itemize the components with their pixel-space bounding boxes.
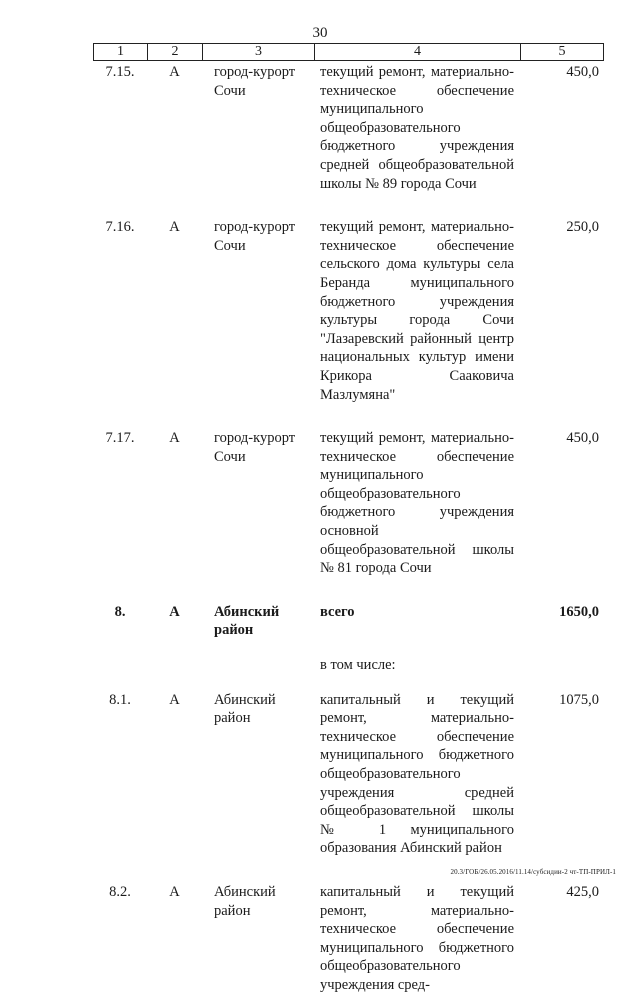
row-description: текущий ремонт, материально-техническое обеспечение муниципального общеобразовательного бюджетного учреждения средней общеобразовательной школы № 89 города Сочи xyxy=(320,64,514,192)
row-category: А xyxy=(169,64,180,80)
page-number: 30 xyxy=(312,25,328,41)
row-category: А xyxy=(169,691,180,708)
row-category: А xyxy=(169,219,180,236)
row-amount: 450,0 xyxy=(566,430,599,447)
row-category: А xyxy=(169,430,180,447)
column-header-2: 2 xyxy=(148,44,203,61)
column-header-row xyxy=(93,43,604,61)
table-row xyxy=(93,691,603,858)
row-category: А xyxy=(169,603,180,620)
row-amount: 1075,0 xyxy=(559,691,599,708)
column-header-1: 1 xyxy=(94,44,148,61)
row-number: 7.16. xyxy=(105,219,135,236)
row-number: 8. xyxy=(114,603,126,620)
row-amount: 450,0 xyxy=(566,64,599,80)
row-number: 8.1. xyxy=(109,691,131,708)
column-header-3: 3 xyxy=(203,44,315,61)
row-place: город-курорт Сочи xyxy=(214,64,296,99)
table-row xyxy=(93,883,603,995)
row-description: в том числе: xyxy=(320,657,396,674)
row-description: всего xyxy=(320,603,355,620)
column-header-4: 4 xyxy=(315,44,521,61)
row-description: капитальный и текущий ремонт, материально-техническое обеспечение муниципального бюджетного общеобразовательного учреждения сред- xyxy=(320,883,514,993)
row-amount: 1650,0 xyxy=(559,603,599,620)
table-row-subtitle xyxy=(93,656,603,675)
table-row xyxy=(93,218,603,404)
table-row xyxy=(93,63,603,193)
document-code-footer: 20.3/ГОБ/26.05.2016/11.14/субсидии-2 чт-ТП-ПРИЛ-1 xyxy=(450,868,616,876)
row-place: Абинский район xyxy=(214,603,280,639)
row-number: 7.17. xyxy=(105,430,135,447)
row-description: текущий ремонт, материально-техническое обеспечение сельского дома культуры села Беранда муниципального бюджетного учреждения культуры города Сочи "Лазаревский районный центр национальных культур имени Крикора Сааковича Мазлумяна" xyxy=(320,219,514,403)
row-amount: 425,0 xyxy=(566,883,599,900)
column-header-5: 5 xyxy=(521,44,604,61)
row-place: Абинский район xyxy=(214,883,276,919)
row-place: город-курорт Сочи xyxy=(214,430,296,465)
table-body xyxy=(93,63,603,995)
row-amount: 250,0 xyxy=(566,219,599,236)
row-number: 7.15. xyxy=(105,64,135,80)
table-row-total xyxy=(93,603,603,640)
row-description: капитальный и текущий ремонт, материально-техническое обеспечение муниципального бюджетного общеобразовательного учреждения средней общеобразовательной школы № 1 муниципального образования Абинский район xyxy=(320,691,514,857)
row-number: 8.2. xyxy=(109,883,131,900)
row-place: город-курорт Сочи xyxy=(214,219,296,254)
table-row xyxy=(93,429,603,578)
row-place: Абинский район xyxy=(214,691,276,727)
row-description: текущий ремонт, материально-техническое обеспечение муниципального общеобразовательного бюджетного учреждения основной общеобразовательной школы № 81 города Сочи xyxy=(320,430,514,577)
row-category: А xyxy=(169,883,180,900)
